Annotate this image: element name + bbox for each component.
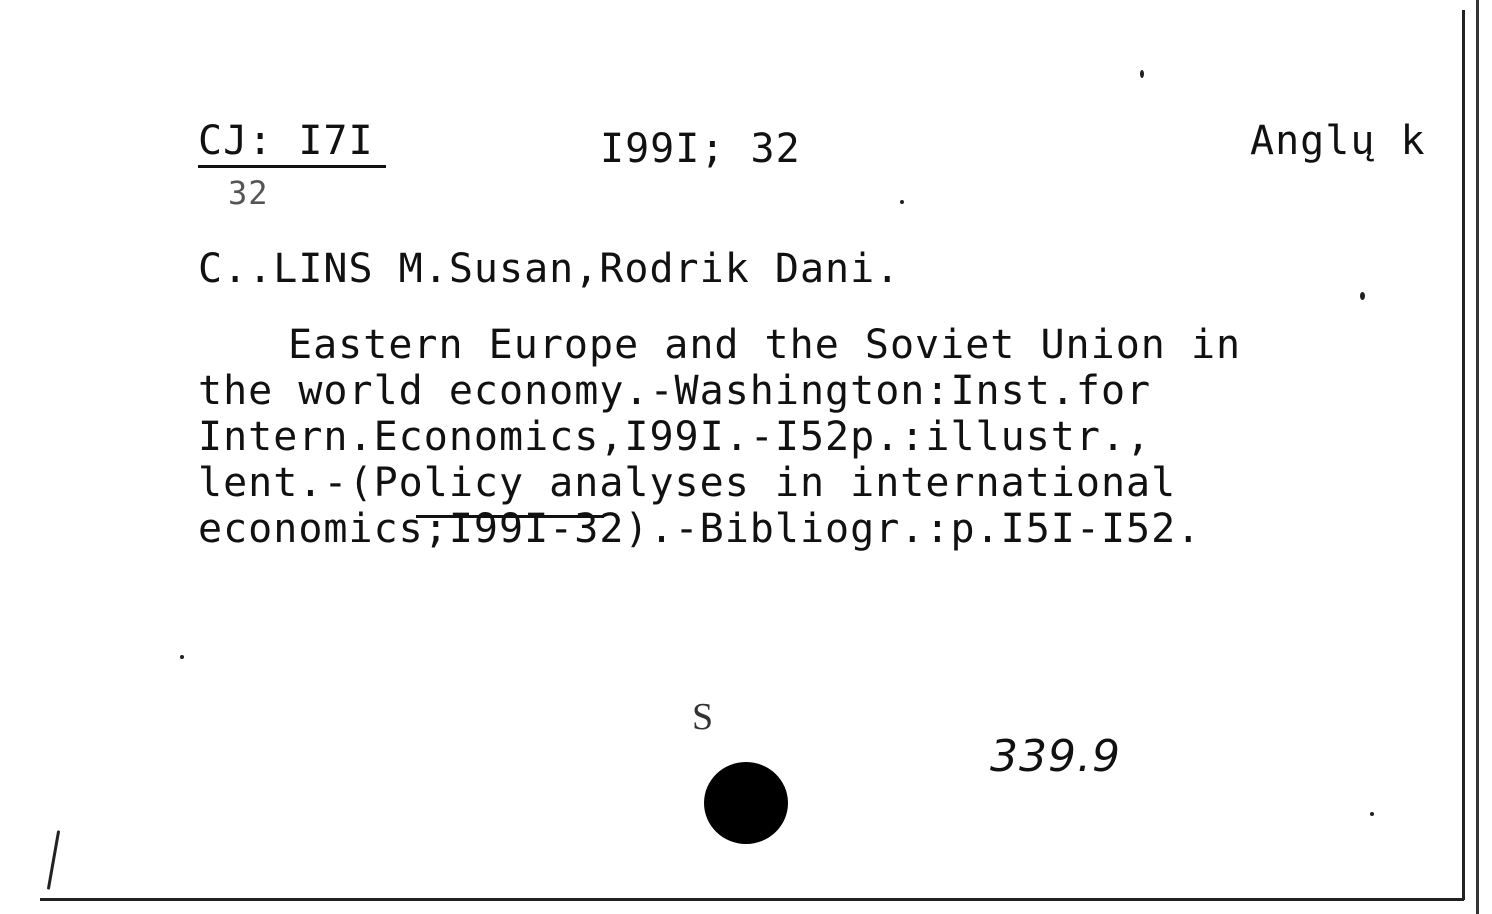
punch-hole xyxy=(704,762,788,844)
card-right-edge xyxy=(1462,10,1465,900)
call-number: CJ: I7I xyxy=(198,118,374,164)
card-bottom-edge xyxy=(40,898,1464,901)
card-outer-edge xyxy=(1476,0,1479,914)
stamp-letter: S xyxy=(692,696,715,738)
description-line: economics;I99I-32).-Bibliogr.:p.I5I-I52. xyxy=(198,506,1202,552)
ink-speck xyxy=(900,200,904,204)
call-number-rule xyxy=(198,165,386,168)
description-line: Eastern Europe and the Soviet Union in xyxy=(288,322,1242,368)
call-number-sub: 32 xyxy=(228,174,269,212)
year-number: I99I; 32 xyxy=(600,126,801,172)
ink-speck xyxy=(1370,812,1374,816)
author-line: C..LINS M.Susan,Rodrik Dani. xyxy=(198,246,901,292)
description-line: Intern.Economics,I99I.-I52p.:illustr., xyxy=(198,414,1152,460)
ink-speck xyxy=(1360,292,1365,300)
ink-speck xyxy=(180,655,184,659)
pen-stroke xyxy=(47,830,60,890)
description-line: lent.-(Policy analyses in international xyxy=(198,460,1177,506)
ink-speck xyxy=(1140,70,1144,78)
description-line: the world economy.-Washington:Inst.for xyxy=(198,368,1152,414)
class-number: 339.9 xyxy=(990,731,1121,782)
language-note: Anglų k xyxy=(1250,118,1426,164)
